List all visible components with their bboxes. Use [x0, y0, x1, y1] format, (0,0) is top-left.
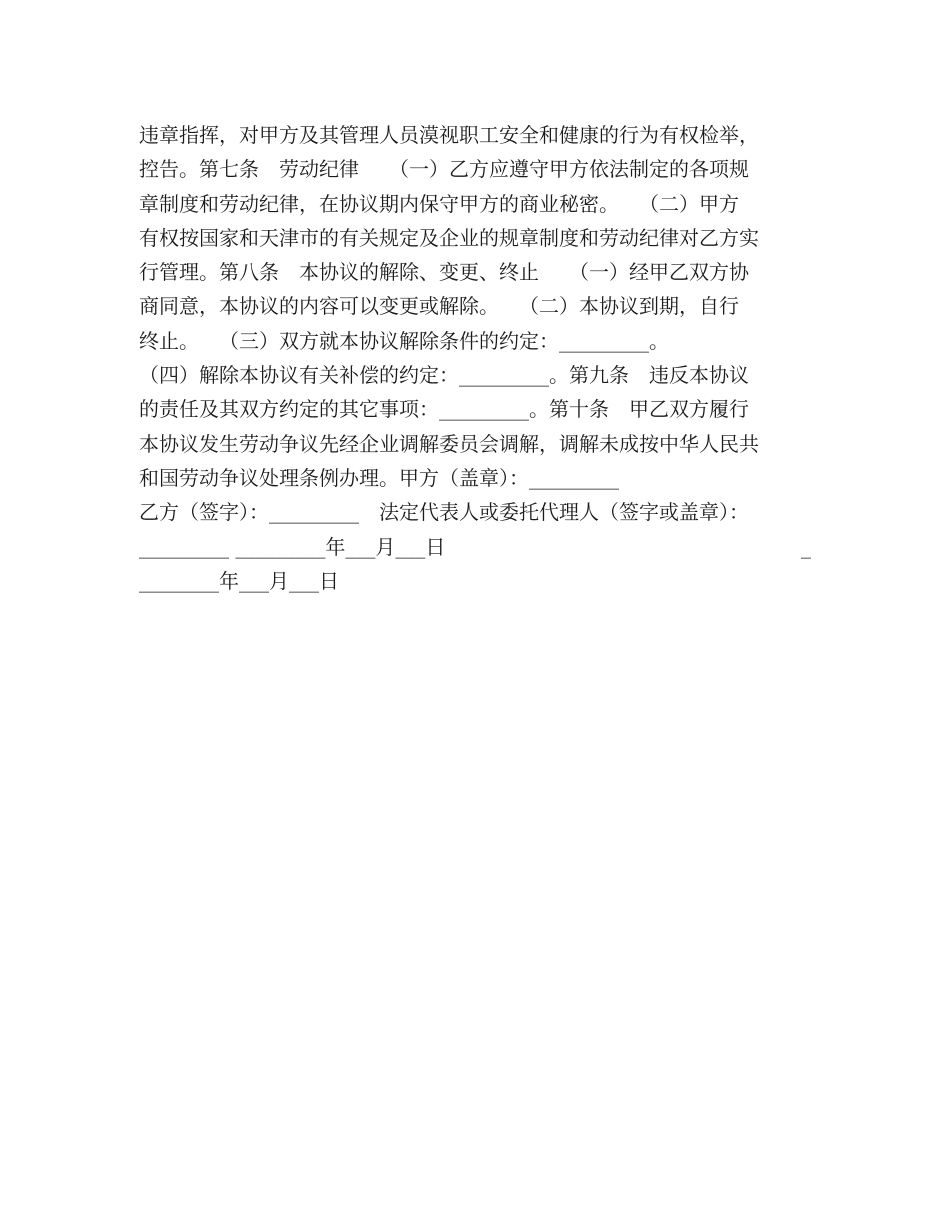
- text-line: 商同意，本协议的内容可以变更或解除。 （二）本协议到期，自行: [139, 294, 739, 319]
- text-line: 的责任及其双方约定的其它事项：_________。第十条 甲乙双方履行: [139, 397, 749, 422]
- text-line: 章制度和劳动纪律，在协议期内保守甲方的商业秘密。 （二）甲方: [139, 191, 739, 216]
- text-line: （四）解除本协议有关补偿的约定：_________。第九条 违反本协议: [139, 363, 749, 388]
- text-line: 控告。第七条 劳动纪律 （一）乙方应遵守甲方依法制定的各项规: [139, 157, 749, 182]
- date-line: ________年___月___日: [139, 568, 339, 593]
- text-line: 有权按国家和天津市的有关规定及企业的规章制度和劳动纪律对乙方实: [139, 225, 759, 250]
- agreement-text: [139, 118, 811, 598]
- signature-line-party-b: 乙方（签字）：_________ 法定代表人或委托代理人（签字或盖章）：: [139, 500, 749, 525]
- date-left: _________ _________年___月___日: [139, 534, 446, 559]
- text-line: 本协议发生劳动争议先经企业调解委员会调解，调解未成按中华人民共: [139, 431, 759, 456]
- signature-line-party-a: 和国劳动争议处理条例办理。甲方（盖章）：_________: [139, 465, 619, 490]
- text-line: 违章指挥，对甲方及其管理人员漠视职工安全和健康的行为有权检举，: [139, 123, 759, 147]
- text-line: 行管理。第八条 本协议的解除、变更、终止 （一）经甲乙双方协: [139, 260, 749, 285]
- date-row: [139, 530, 811, 564]
- text-line: 终止。 （三）双方就本协议解除条件的约定：_________。: [139, 328, 669, 353]
- date-right-underscore: _: [801, 534, 811, 559]
